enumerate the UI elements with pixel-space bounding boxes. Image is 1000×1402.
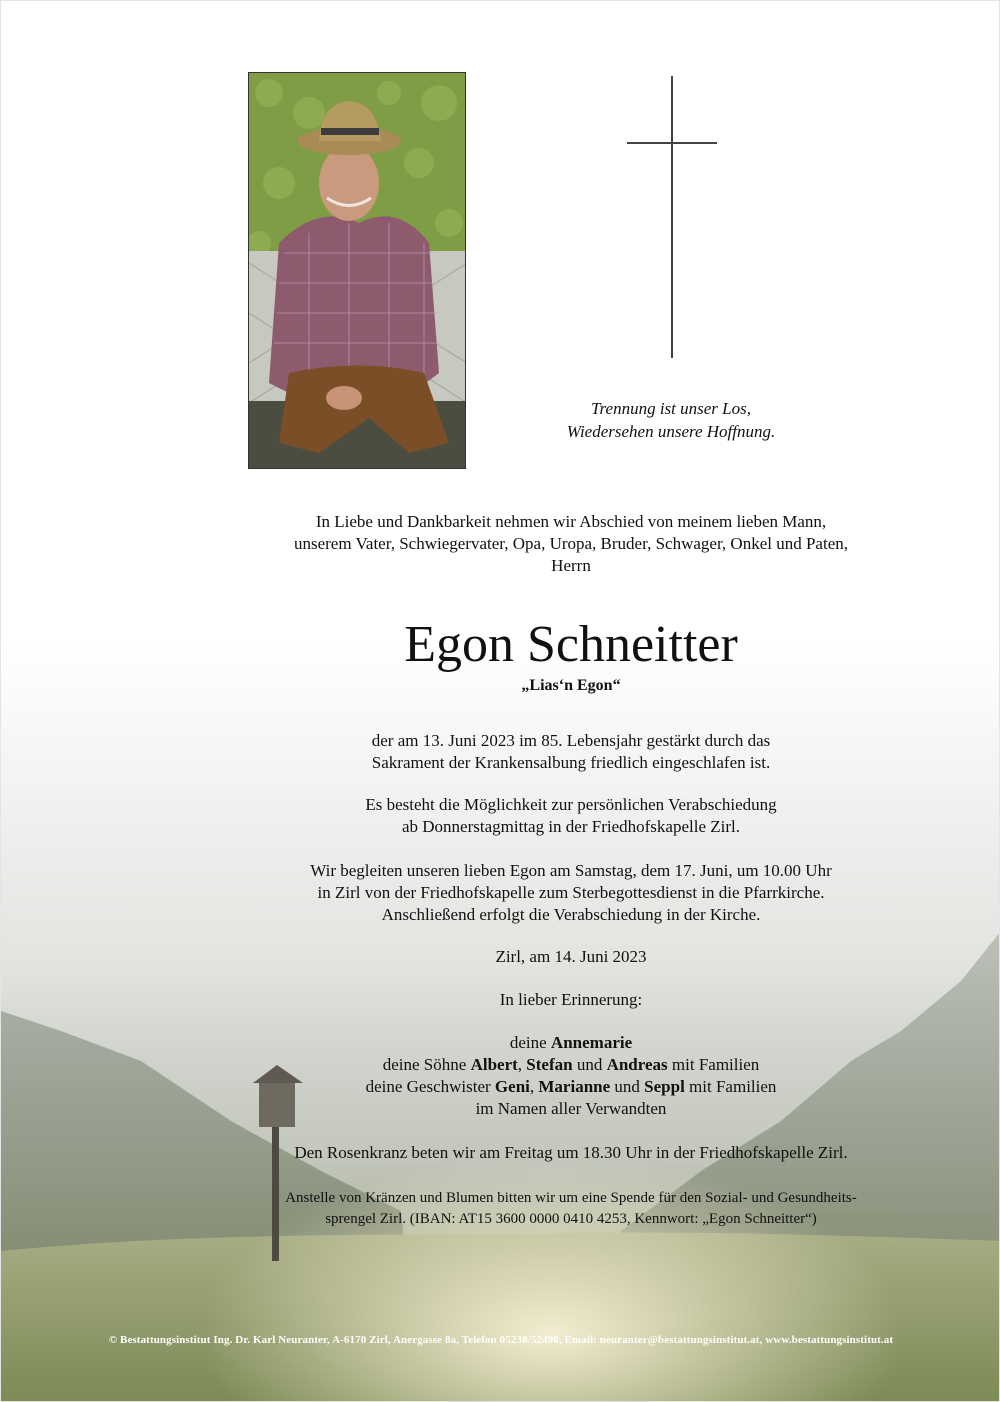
son-name: Stefan xyxy=(526,1055,573,1074)
mourner-sons: deine Söhne Albert, Stefan und Andreas mit Familien xyxy=(382,1055,760,1074)
death-line-2: Sakrament der Krankensalbung friedlich eingeschlafen ist. xyxy=(371,753,771,772)
death-notice xyxy=(161,730,981,774)
rosary-notice: Den Rosenkranz beten wir am Freitag um 18.30 Uhr in der Friedhofskapelle Zirl. xyxy=(294,1143,848,1162)
funeral-notice xyxy=(161,860,981,926)
motto xyxy=(521,397,821,443)
mourner-relatives: im Namen aller Verwandten xyxy=(475,1099,667,1118)
cross-symbol xyxy=(627,76,717,358)
intro-line-1: In Liebe und Dankbarkeit nehmen wir Abschied von meinem lieben Mann, xyxy=(315,512,827,531)
viewing-line-1: Es besteht die Möglichkeit zur persönlichen Verabschiedung xyxy=(365,795,777,814)
place-date: Zirl, am 14. Juni 2023 xyxy=(495,947,647,966)
viewing-line-2: ab Donnerstagmittag in der Friedhofskapelle Zirl. xyxy=(401,817,741,836)
mourner-wife: deine Annemarie xyxy=(509,1033,633,1052)
intro-text xyxy=(131,511,1000,577)
son-name: Andreas xyxy=(606,1055,668,1074)
wife-name: Annemarie xyxy=(550,1033,633,1052)
footer-imprint: © Bestattungsinstitut Ing. Dr. Karl Neuranter, A-6170 Zirl, Anergasse 8a, Telefon 05238/52490, Email: neuranter@bestattungsinstitut.at, www.bestattungsinstitut.at xyxy=(108,1334,894,1346)
donation-line-1: Anstelle von Kränzen und Blumen bitten wir um eine Spende für den Sozial- und Gesundheits- xyxy=(285,1190,857,1206)
memory-heading: In lieber Erinnerung: xyxy=(499,990,643,1009)
death-line-1: der am 13. Juni 2023 im 85. Lebensjahr gestärkt durch das xyxy=(371,731,771,750)
sibling-name: Seppl xyxy=(644,1077,685,1096)
sibling-name: Geni xyxy=(494,1077,530,1096)
portrait-image xyxy=(249,73,466,469)
funeral-line-3: Anschließend erfolgt die Verabschiedung in der Kirche. xyxy=(381,905,761,924)
mourners-list xyxy=(161,1032,981,1120)
funeral-line-1: Wir begleiten unseren lieben Egon am Samstag, dem 17. Juni, um 10.00 Uhr xyxy=(310,861,832,880)
motto-line-1: Trennung ist unser Los, xyxy=(591,399,751,418)
sibling-name: Marianne xyxy=(538,1077,611,1096)
mourner-siblings: deine Geschwister Geni, Marianne und Seppl mit Familien xyxy=(365,1077,777,1096)
deceased-nickname: „Lias‘n Egon“ xyxy=(521,677,621,694)
funeral-line-2: in Zirl von der Friedhofskapelle zum Sterbegottesdienst in die Pfarrkirche. xyxy=(317,883,825,902)
son-name: Albert xyxy=(470,1055,518,1074)
donation-notice xyxy=(231,1188,911,1230)
portrait-photo xyxy=(248,72,466,469)
motto-line-2: Wiedersehen unsere Hoffnung. xyxy=(566,422,776,441)
donation-line-2: sprengel Zirl. (IBAN: AT15 3600 0000 0410 4253, Kennwort: „Egon Schneitter“) xyxy=(325,1211,817,1227)
intro-line-3: Herrn xyxy=(551,556,591,575)
intro-line-2: unserem Vater, Schwiegervater, Opa, Uropa, Bruder, Schwager, Onkel und Paten, xyxy=(293,534,848,553)
deceased-name: Egon Schneitter xyxy=(404,616,738,673)
viewing-notice xyxy=(161,794,981,838)
